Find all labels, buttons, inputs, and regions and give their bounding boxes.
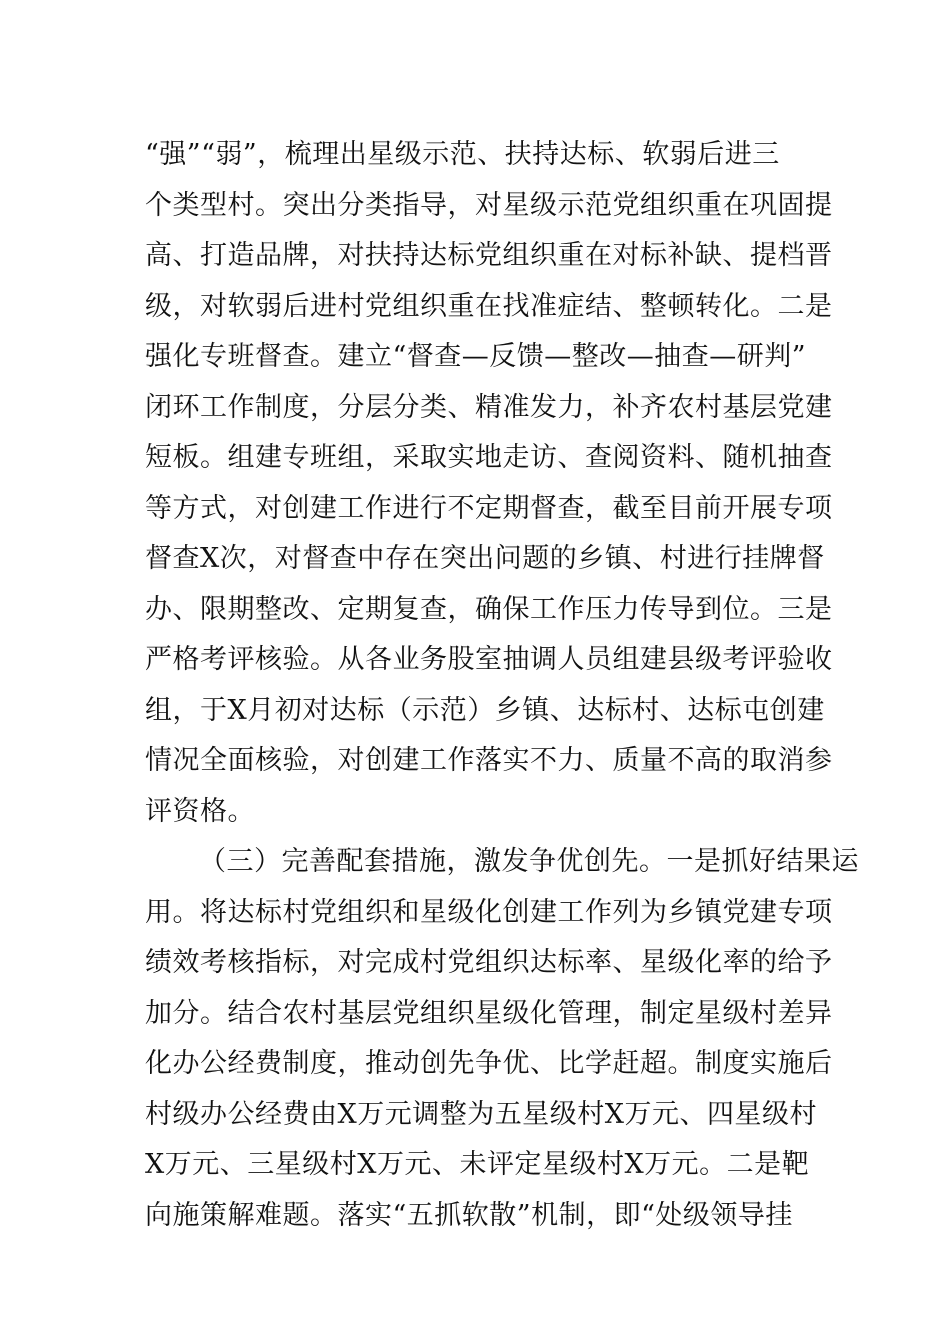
text-line: 督查X次，对督查中存在突出问题的乡镇、村进行挂牌督 [145,543,825,574]
text-line: 村级办公经费由X万元调整为五星级村X万元、四星级村 [145,1098,817,1130]
text-line: 高、打造品牌，对扶持达标党组织重在对标补缺、提档晋 [145,240,833,271]
text-line: 级，对软弱后进村党组织重在找准症结、整顿转化。二是 [145,290,833,322]
text-line: 评资格。 [145,795,255,827]
text-line: 化办公经费制度，推动创先争优、比学赶超。制度实施后 [145,1048,833,1079]
text-line: 闭环工作制度，分层分类、精准发力，补齐农村基层党建 [145,391,833,423]
text-line: 强化专班督查。建立“督查—反馈—整改—抽查—研判” [145,341,807,372]
text-line: 组，于X月初对达标（示范）乡镇、达标村、达标屯创建 [145,694,825,726]
text-line: 办、限期整改、定期复查，确保工作压力传导到位。三是 [145,593,833,625]
text-line: 加分。结合农村基层党组织星级化管理，制定星级村差异 [145,997,833,1029]
text-line: 严格考评核验。从各业务股室抽调人员组建县级考评验收 [145,644,833,675]
section-heading-line: （三）完善配套措施，激发争优创先。一是抓好结果运 [199,846,859,877]
text-line: 向施策解难题。落实“五抓软散”机制，即“处级领导挂 [145,1199,793,1231]
text-line: 等方式，对创建工作进行不定期督查，截至目前开展专项 [145,492,833,524]
text-line: 个类型村。突出分类指导，对星级示范党组织重在巩固提 [145,189,833,221]
text-line: “强”“弱”，梳理出星级示范、扶持达标、软弱后进三 [145,139,780,170]
text-line: 绩效考核指标，对完成村党组织达标率、星级化率的给予 [145,947,833,978]
body-text [145,130,859,1241]
text-line: 用。将达标村党组织和星级化创建工作列为乡镇党建专项 [145,896,833,928]
text-line: X万元、三星级村X万元、未评定星级村X万元。二是靶 [145,1149,810,1180]
text-line: 短板。组建专班组，采取实地走访、查阅资料、随机抽查 [145,442,833,473]
text-line: 情况全面核验，对创建工作落实不力、质量不高的取消参 [145,745,833,776]
